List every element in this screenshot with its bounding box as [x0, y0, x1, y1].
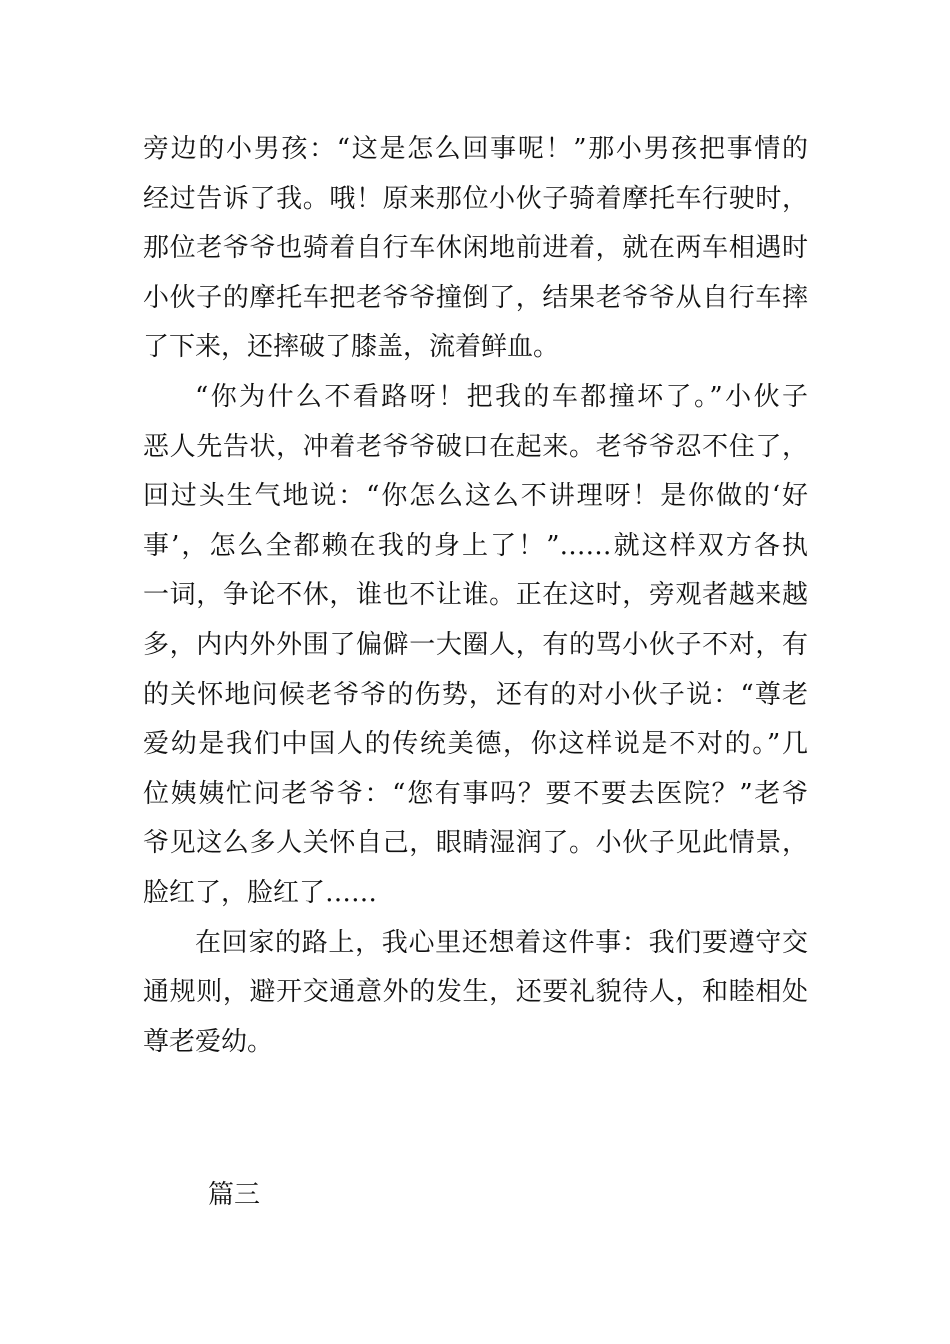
paragraph-2-line-10: 爷见这么多人关怀自己，眼睛湿润了。小伙子见此情景，: [143, 828, 808, 859]
paragraph-2-line-11: 脸红了，脸红了……: [143, 878, 378, 908]
paragraph-2-line-3: 回过头生气地说：“你怎么这么不讲理呀！是你做的‘好: [143, 481, 808, 512]
paragraph-2-line-2: 恶人先告状，冲着老爷爷破口在起来。老爷爷忍不住了，: [143, 431, 808, 462]
paragraph-3-line-2: 通规则，避开交通意外的发生，还要礼貌待人，和睦相处: [143, 977, 808, 1008]
paragraph-2-line-6: 多，内内外外围了偏僻一大圈人，有的骂小伙子不对，有: [143, 630, 808, 660]
paragraph-2-line-4: 事’，怎么全都赖在我的身上了！”……就这样双方各执: [143, 530, 808, 561]
section-heading: 篇三: [208, 1180, 261, 1210]
paragraph-2-line-7: 的关怀地问候老爷爷的伤势，还有的对小伙子说：“尊老: [143, 679, 808, 710]
paragraph-1-line-3: 那位老爷爷也骑着自行车休闲地前进着，就在两车相遇时: [143, 233, 808, 264]
paragraph-1-line-5: 了下来，还摔破了膝盖，流着鲜血。: [143, 332, 560, 363]
paragraph-2-line-5: 一词，争论不休，谁也不让谁。正在这时，旁观者越来越: [143, 580, 808, 611]
paragraph-1-line-4: 小伙子的摩托车把老爷爷撞倒了，结果老爷爷从自行车摔: [143, 282, 808, 313]
paragraph-3-line-3: 尊老爱幼。: [143, 1026, 274, 1057]
paragraph-2-line-9: 位姨姨忙问老爷爷：“您有事吗？要不要去医院？”老爷: [143, 778, 808, 809]
paragraph-1-line-2: 经过告诉了我。哦！原来那位小伙子骑着摩托车行驶时，: [143, 183, 808, 214]
paragraph-3-line-1: 在回家的路上，我心里还想着这件事：我们要遵守交: [195, 927, 808, 958]
paragraph-2-line-8: 爱幼是我们中国人的传统美德，你这样说是不对的。”几: [143, 729, 808, 760]
paragraph-2-line-1: “你为什么不看路呀！把我的车都撞坏了。”小伙子: [195, 382, 808, 412]
paragraph-1-line-1: 旁边的小男孩：“这是怎么回事呢！”那小男孩把事情的: [143, 134, 808, 164]
